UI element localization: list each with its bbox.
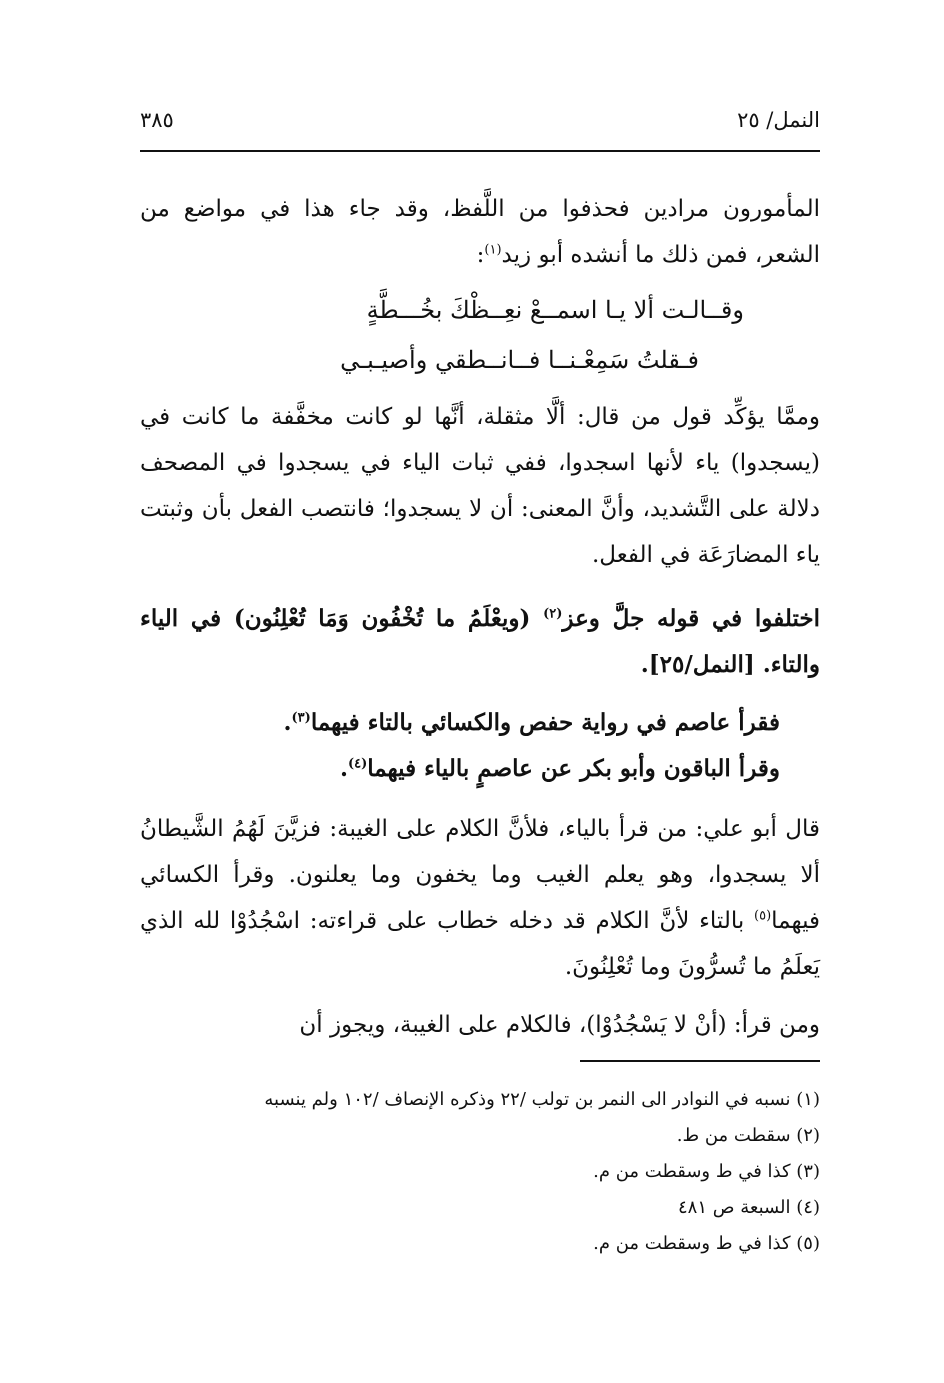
footnote-ref-1: (١): [484, 242, 502, 258]
paragraph-1-text: المأمورون مرادين فحذفوا من اللَّفظ، وقد جاء هذا في مواضع من الشعر، فمن ذلك ما أنشده أبو زيد: [140, 196, 820, 268]
footnote-ref-4: (٤): [347, 756, 368, 772]
footnote-ref-2: (٢): [543, 606, 563, 622]
footnote-5: (٥) كذا في ط وسقطت من م.: [593, 1233, 820, 1254]
paragraph-5-text: قال أبو علي: من قرأ بالياء، فلأنَّ الكلام على الغيبة: فزيَّنَ لَهُمُ الشَّيطانُ ألا يسجدوا، وهو يعلم الغيب وما يخفون وما يعلنون. وقرأ الكسائي فيهما: [140, 816, 820, 934]
footnote-3: (٣) كذا في ط وسقطت من م.: [593, 1161, 820, 1182]
footnote-4: (٤) السبعة ص ٤٨١: [678, 1197, 820, 1218]
footnote-ref-5: (٥): [754, 908, 772, 924]
paragraph-5: [140, 806, 820, 990]
paragraph-1: [140, 186, 820, 278]
paragraph-4: [200, 700, 780, 792]
paragraph-3-end: (ويعْلَمُ ما تُخْفُون وَمَا تُعْلِنُون) في الياء والتاء. [النمل/٢٥].: [140, 605, 820, 678]
reading-line-2: [200, 746, 780, 792]
page-number: ٣٨٥: [140, 108, 174, 132]
paragraph-2: وممَّا يؤكِّد قول من قال: ألَّا مثقلة، أنَّها لو كانت مخفَّفة ما كانت في (يسجدوا) ياء لأنها اسجدوا، ففي ثبات الياء في يسجدوا في المصحف دلالة على التَّشديد، وأنَّ المعنى: أن لا يسجدوا؛ فانتصب الفعل بأن وثبتت ياء المضارَعَة في الفعل.: [140, 404, 820, 568]
paragraph-1-end: :: [476, 242, 485, 268]
reading-line-2-end: .: [339, 755, 348, 782]
footnote-1: (١) نسبه في النوادر الى النمر بن تولب /٢٢ وذكره الإنصاف /١٠٢ ولم ينسبه: [264, 1089, 820, 1110]
reading-line-2-text: وقرأ الباقون وأبو بكر عن عاصمٍ بالياء فيهما: [367, 755, 780, 782]
footnote-ref-3: (٣): [291, 710, 311, 726]
paragraph-5-end: بالتاء لأنَّ الكلام قد دخله خطاب على قراءته: اسْجُدُوْا لله الذي يَعلَمُ ما تُسرُّونَ وما تُعْلِنُونَ.: [140, 908, 820, 980]
verse-line-1: وقــالـت ألا يـا اسمــعْ نعِــظْكَ بخُـــطَّةٍ: [366, 296, 744, 324]
footnote-rule: [580, 1060, 820, 1062]
paragraph-6: ومن قرأ: (أنْ لا يَسْجُدُوْا)، فالكلام على الغيبة، ويجوز أن: [299, 1012, 820, 1038]
reading-line-1: [200, 700, 780, 746]
running-title: النمل/ ٢٥: [737, 108, 820, 132]
page-header: [140, 100, 820, 140]
footnote-2: (٢) سقطت من ط.: [676, 1125, 820, 1146]
header-rule: [140, 150, 820, 152]
reading-line-1-text: فقرأ عاصم في رواية حفص والكسائي بالتاء فيهما: [310, 709, 780, 736]
paragraph-3-text: اختلفوا في قوله جلَّ وعز: [562, 605, 820, 632]
reading-line-1-end: .: [283, 709, 292, 736]
verse-line-2: فـقلتُ سَمِعْـنــا فــانــطقي وأصيـبـي: [340, 346, 699, 374]
paragraph-3: [140, 596, 820, 688]
footnotes: [140, 1082, 820, 1262]
